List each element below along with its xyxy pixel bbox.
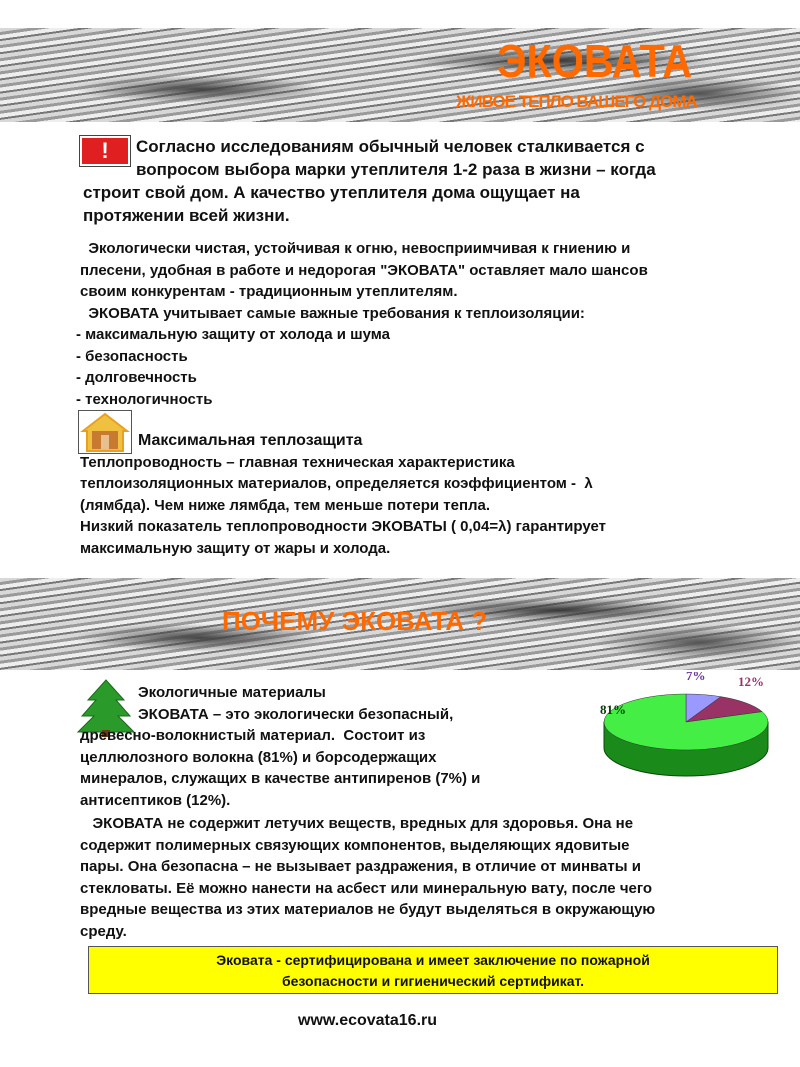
notice-line: Эковата - сертифицирована и имеет заключение по пожарной: [216, 952, 650, 968]
text-line: вредные вещества из этих материалов не будут выделяться в окружающую: [80, 901, 656, 918]
text-line: Экологически чистая, устойчивая к огню, невосприимчивая к гниению и: [80, 240, 631, 257]
text-line: плесени, удобная в работе и недорогая "ЭКОВАТА" оставляет мало шансов: [80, 261, 648, 279]
header-banner: [0, 28, 800, 122]
text-line: ЭКОВАТА учитывает самые важные требования к теплоизоляции:: [80, 304, 585, 322]
text-line: Теплопроводность – главная техническая характеристика: [80, 453, 515, 471]
section-eco: [80, 682, 480, 811]
intro-line: вопросом выбора марки утеплителя 1-2 раза в жизни – когда: [136, 160, 656, 179]
text-line: (лямбда). Чем ниже лямбда, тем меньше потери тепла.: [80, 496, 491, 514]
section-title: Максимальная теплозащита: [138, 432, 363, 449]
safety-text: [80, 813, 655, 942]
pie-label: 7%: [686, 672, 706, 683]
pie-label: 81%: [600, 702, 626, 717]
intro-line: Согласно исследованиям обычный человек сталкивается с: [136, 137, 645, 156]
text-line: антисептиков (12%).: [80, 791, 231, 809]
text-line: теплоизоляционных материалов, определяется коэффициентом - λ: [80, 475, 593, 492]
text-line: древесно-волокнистый материал. Состоит из: [80, 727, 426, 744]
text-line: среду.: [80, 922, 127, 940]
why-title: ПОЧЕМУ ЭКОВАТА ?: [222, 606, 488, 636]
list-item: - максимальную защиту от холода и шума: [76, 326, 391, 343]
intro-line: протяжении всей жизни.: [83, 206, 290, 225]
why-banner: [0, 578, 800, 670]
composition-pie-chart: [590, 672, 790, 792]
text-line: ЭКОВАТА не содержит летучих веществ, вредных для здоровья. Она не: [80, 815, 634, 832]
text-line: Низкий показатель теплопроводности ЭКОВАТЫ ( 0,04=λ) гарантирует: [80, 518, 606, 535]
text-line: стекловаты. Её можно нанести на асбест или минеральную вату, после чего: [80, 879, 653, 897]
properties-text: [76, 238, 648, 410]
intro-line: строит свой дом. А качество утеплителя дома ощущает на: [83, 183, 580, 202]
list-item: - долговечность: [76, 369, 197, 386]
text-line: минералов, служащих в качестве антипиренов (7%) и: [80, 770, 481, 787]
list-item: - безопасность: [76, 347, 188, 365]
text-line: своим конкурентам - традиционным утеплителям.: [80, 283, 458, 300]
alert-badge: !: [80, 136, 130, 166]
text-line: ЭКОВАТА – это экологически безопасный,: [138, 705, 454, 723]
intro-text: [83, 135, 656, 227]
certificate-notice: [88, 946, 778, 994]
header-title: ЭКОВАТА: [497, 35, 693, 87]
notice-line: безопасности и гигиенический сертификат.: [282, 973, 584, 989]
header-subtitle: ЖИВОЕ ТЕПЛО ВАШЕГО ДОМА: [456, 92, 697, 111]
section-title: Экологичные материалы: [138, 684, 326, 701]
list-item: - технологичность: [76, 390, 213, 408]
pie-label: 12%: [738, 674, 764, 689]
website-link[interactable]: www.ecovata16.ru: [298, 1012, 438, 1029]
text-line: целлюлозного волокна (81%) и борсодержащих: [80, 748, 437, 766]
text-line: содержит полимерных связующих компонентов, выделяющих ядовитые: [80, 836, 630, 854]
text-line: пары. Она безопасна – не вызывает раздражения, в отличие от минваты и: [80, 858, 641, 875]
text-line: максимальную защиту от жары и холода.: [80, 539, 391, 557]
section-thermal: [80, 430, 606, 559]
